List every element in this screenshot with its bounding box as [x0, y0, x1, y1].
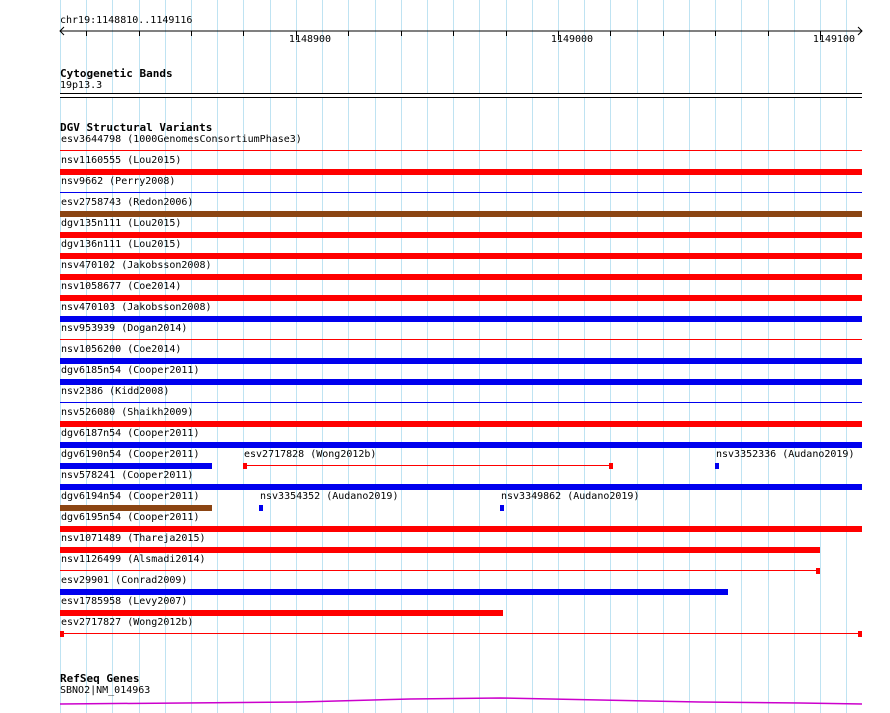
variant-label: esv2717828 (Wong2012b): [244, 449, 377, 460]
variant-bar[interactable]: [60, 442, 862, 448]
variant-label: nsv9662 (Perry2008): [61, 176, 176, 187]
variant-label: dgv6185n54 (Cooper2011): [61, 365, 200, 376]
variant-bar[interactable]: [60, 526, 862, 532]
variant-marker[interactable]: [259, 505, 263, 511]
grid-line: [584, 0, 585, 713]
grid-line: [558, 0, 559, 713]
grid-line: [820, 0, 821, 713]
cytoband-band[interactable]: [60, 93, 862, 98]
variant-marker[interactable]: [500, 505, 504, 511]
variant-line[interactable]: [60, 570, 820, 571]
variant-label: dgv136n111 (Lou2015): [61, 239, 182, 250]
grid-line: [610, 0, 611, 713]
variant-line[interactable]: [60, 150, 862, 151]
variant-label: esv3644798 (1000GenomesConsortiumPhase3): [61, 134, 302, 145]
variant-bar[interactable]: [60, 232, 862, 238]
variant-label: esv1785958 (Levy2007): [61, 596, 188, 607]
variant-label: nsv3352336 (Audano2019): [716, 449, 855, 460]
cytoband-label: 19p13.3: [60, 80, 103, 91]
variant-end-cap: [858, 631, 862, 637]
variant-label: nsv470102 (Jakobsson2008): [61, 260, 212, 271]
variant-end-cap: [243, 463, 247, 469]
variant-bar[interactable]: [60, 463, 212, 469]
grid-line: [479, 0, 480, 713]
ruler[interactable]: [0, 24, 890, 48]
variant-bar[interactable]: [60, 547, 820, 553]
variant-bar[interactable]: [60, 253, 862, 259]
grid-line: [506, 0, 507, 713]
variant-end-cap: [816, 568, 820, 574]
variant-label: nsv1126499 (Alsmadi2014): [61, 554, 206, 565]
location-label: chr19:1148810..1149116: [60, 15, 193, 26]
dgv-track-title: DGV Structural Variants: [60, 121, 213, 134]
variant-bar[interactable]: [60, 610, 503, 616]
ruler-tick-label: 1149100: [812, 34, 856, 45]
variant-line[interactable]: [60, 633, 862, 634]
ruler-tick-label: 1148900: [288, 34, 332, 45]
variant-label: nsv953939 (Dogan2014): [61, 323, 188, 334]
grid-line: [689, 0, 690, 713]
variant-label: nsv1058677 (Coe2014): [61, 281, 182, 292]
variant-line[interactable]: [60, 402, 862, 403]
grid-line: [191, 0, 192, 713]
variant-line[interactable]: [243, 465, 613, 466]
variant-label: esv2717827 (Wong2012b): [61, 617, 194, 628]
variant-label: nsv3354352 (Audano2019): [260, 491, 399, 502]
variant-label: dgv6194n54 (Cooper2011): [61, 491, 200, 502]
variant-label: nsv2386 (Kidd2008): [61, 386, 170, 397]
variant-label: nsv1056200 (Coe2014): [61, 344, 182, 355]
variant-label: nsv1160555 (Lou2015): [61, 155, 182, 166]
variant-line[interactable]: [60, 192, 862, 193]
grid-line: [270, 0, 271, 713]
variant-label: nsv3349862 (Audano2019): [501, 491, 640, 502]
variant-bar[interactable]: [60, 358, 862, 364]
refseq-gene-label: SBNO2|NM_014963: [60, 685, 151, 696]
grid-line: [768, 0, 769, 713]
ruler-tick-label: 1149000: [550, 34, 594, 45]
grid-line: [453, 0, 454, 713]
grid-line: [741, 0, 742, 713]
variant-label: nsv578241 (Cooper2011): [61, 470, 194, 481]
variant-label: nsv526080 (Shaikh2009): [61, 407, 194, 418]
grid-line: [794, 0, 795, 713]
grid-line: [532, 0, 533, 713]
variant-marker[interactable]: [715, 463, 719, 469]
variant-bar[interactable]: [60, 169, 862, 175]
variant-label: esv2758743 (Redon2006): [61, 197, 194, 208]
variant-bar[interactable]: [60, 421, 862, 427]
grid-line: [217, 0, 218, 713]
cytoband-track-title: Cytogenetic Bands: [60, 67, 173, 80]
variant-bar[interactable]: [60, 505, 212, 511]
variant-label: dgv6190n54 (Cooper2011): [61, 449, 200, 460]
variant-end-cap: [609, 463, 613, 469]
grid-line: [427, 0, 428, 713]
refseq-gene-feature[interactable]: [0, 694, 890, 710]
variant-label: nsv1071489 (Thareja2015): [61, 533, 206, 544]
variant-line[interactable]: [60, 339, 862, 340]
grid-line: [715, 0, 716, 713]
variant-bar[interactable]: [60, 211, 862, 217]
refseq-track-title: RefSeq Genes: [60, 672, 140, 685]
variant-bar[interactable]: [60, 589, 728, 595]
variant-bar[interactable]: [60, 316, 862, 322]
variant-label: esv29901 (Conrad2009): [61, 575, 188, 586]
grid-line: [663, 0, 664, 713]
variant-label: nsv470103 (Jakobsson2008): [61, 302, 212, 313]
grid-line: [375, 0, 376, 713]
ruler-line: [0, 24, 890, 36]
variant-bar[interactable]: [60, 295, 862, 301]
variant-label: dgv6195n54 (Cooper2011): [61, 512, 200, 523]
grid-line: [243, 0, 244, 713]
grid-line: [846, 0, 847, 713]
variant-bar[interactable]: [60, 379, 862, 385]
grid-line: [322, 0, 323, 713]
variant-bar[interactable]: [60, 484, 862, 490]
variant-label: dgv6187n54 (Cooper2011): [61, 428, 200, 439]
variant-end-cap: [60, 631, 64, 637]
variant-label: dgv135n111 (Lou2015): [61, 218, 182, 229]
grid-line: [296, 0, 297, 713]
variant-bar[interactable]: [60, 274, 862, 280]
grid-line: [637, 0, 638, 713]
grid-line: [401, 0, 402, 713]
grid-line: [348, 0, 349, 713]
